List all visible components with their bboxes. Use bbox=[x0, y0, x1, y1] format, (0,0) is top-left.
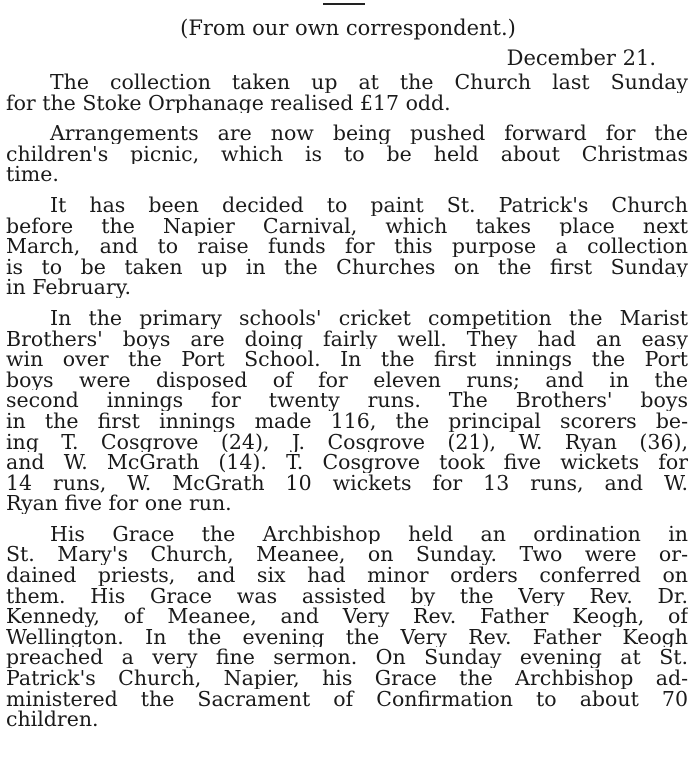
text-line: In the primary schools' cricket competition the Marist bbox=[50, 307, 688, 329]
text-line: Brothers' boys are doing fairly well. They had an easy bbox=[6, 328, 688, 350]
dateline: December 21. bbox=[506, 46, 656, 70]
byline: (From our own correspondent.) bbox=[180, 16, 516, 40]
text-line: It has been decided to paint St. Patrick's Church bbox=[50, 194, 688, 216]
text-line: ministered the Sacrament of Confirmation to about 70 bbox=[6, 688, 688, 710]
text-line: 14 runs, W. McGrath 10 wickets for 13 runs, and W. bbox=[6, 472, 688, 494]
paragraph-ordination bbox=[6, 524, 688, 730]
text-line: March, and to raise funds for this purpose a collection bbox=[6, 236, 688, 257]
text-line: Ryan five for one run. bbox=[6, 493, 232, 514]
text-line: His Grace the Archbishop held an ordination in bbox=[50, 523, 688, 545]
text-line: them. His Grace was assisted by the Very Rev. Dr. bbox=[6, 585, 688, 607]
text-line: time. bbox=[6, 164, 59, 185]
paragraph-cricket-competition bbox=[6, 308, 688, 514]
text-line: before the Napier Carnival, which takes place next bbox=[6, 215, 688, 237]
text-line: Wellington. In the evening the Very Rev. Father Keogh bbox=[6, 626, 688, 648]
text-line: in February. bbox=[6, 277, 132, 298]
article-body bbox=[6, 72, 688, 730]
paragraph-childrens-picnic bbox=[6, 123, 688, 185]
header-rule bbox=[323, 3, 365, 5]
text-line: preached a very fine sermon. On Sunday evening at St. bbox=[6, 647, 688, 669]
text-line: children's picnic, which is to be held about Christmas bbox=[6, 143, 688, 165]
text-line: St. Mary's Church, Meanee, on Sunday. Two were or- bbox=[6, 544, 688, 566]
text-line: children. bbox=[6, 709, 99, 730]
text-line: is to be taken up in the Churches on the first Sunday bbox=[6, 256, 688, 278]
text-line: and W. McGrath (14). T. Cosgrove took five wickets for bbox=[6, 452, 688, 473]
text-line: Arrangements are now being pushed forward for the bbox=[50, 123, 688, 144]
text-line: dained priests, and six had minor orders conferred on bbox=[6, 565, 688, 586]
text-line: ing T. Cosgrove (24), J. Cosgrove (21), W. Ryan (36), bbox=[6, 431, 688, 453]
text-line: in the first innings made 116, the principal scorers be- bbox=[6, 410, 688, 432]
text-line: The collection taken up at the Church last Sunday bbox=[50, 72, 688, 93]
text-line: for the Stoke Orphanage realised £17 odd. bbox=[6, 92, 451, 114]
text-line: win over the Port School. In the first innings the Port bbox=[6, 349, 688, 370]
text-line: second innings for twenty runs. The Brothers' boys bbox=[6, 390, 688, 411]
text-line: Patrick's Church, Napier, his Grace the Archbishop ad- bbox=[6, 668, 688, 689]
paragraph-church-painting bbox=[6, 195, 688, 298]
paragraph-orphanage-collection bbox=[6, 72, 688, 113]
text-line: Kennedy, of Meanee, and Very Rev. Father Keogh, of bbox=[6, 606, 688, 627]
text-line: boys were disposed of for eleven runs; and in the bbox=[6, 369, 688, 391]
